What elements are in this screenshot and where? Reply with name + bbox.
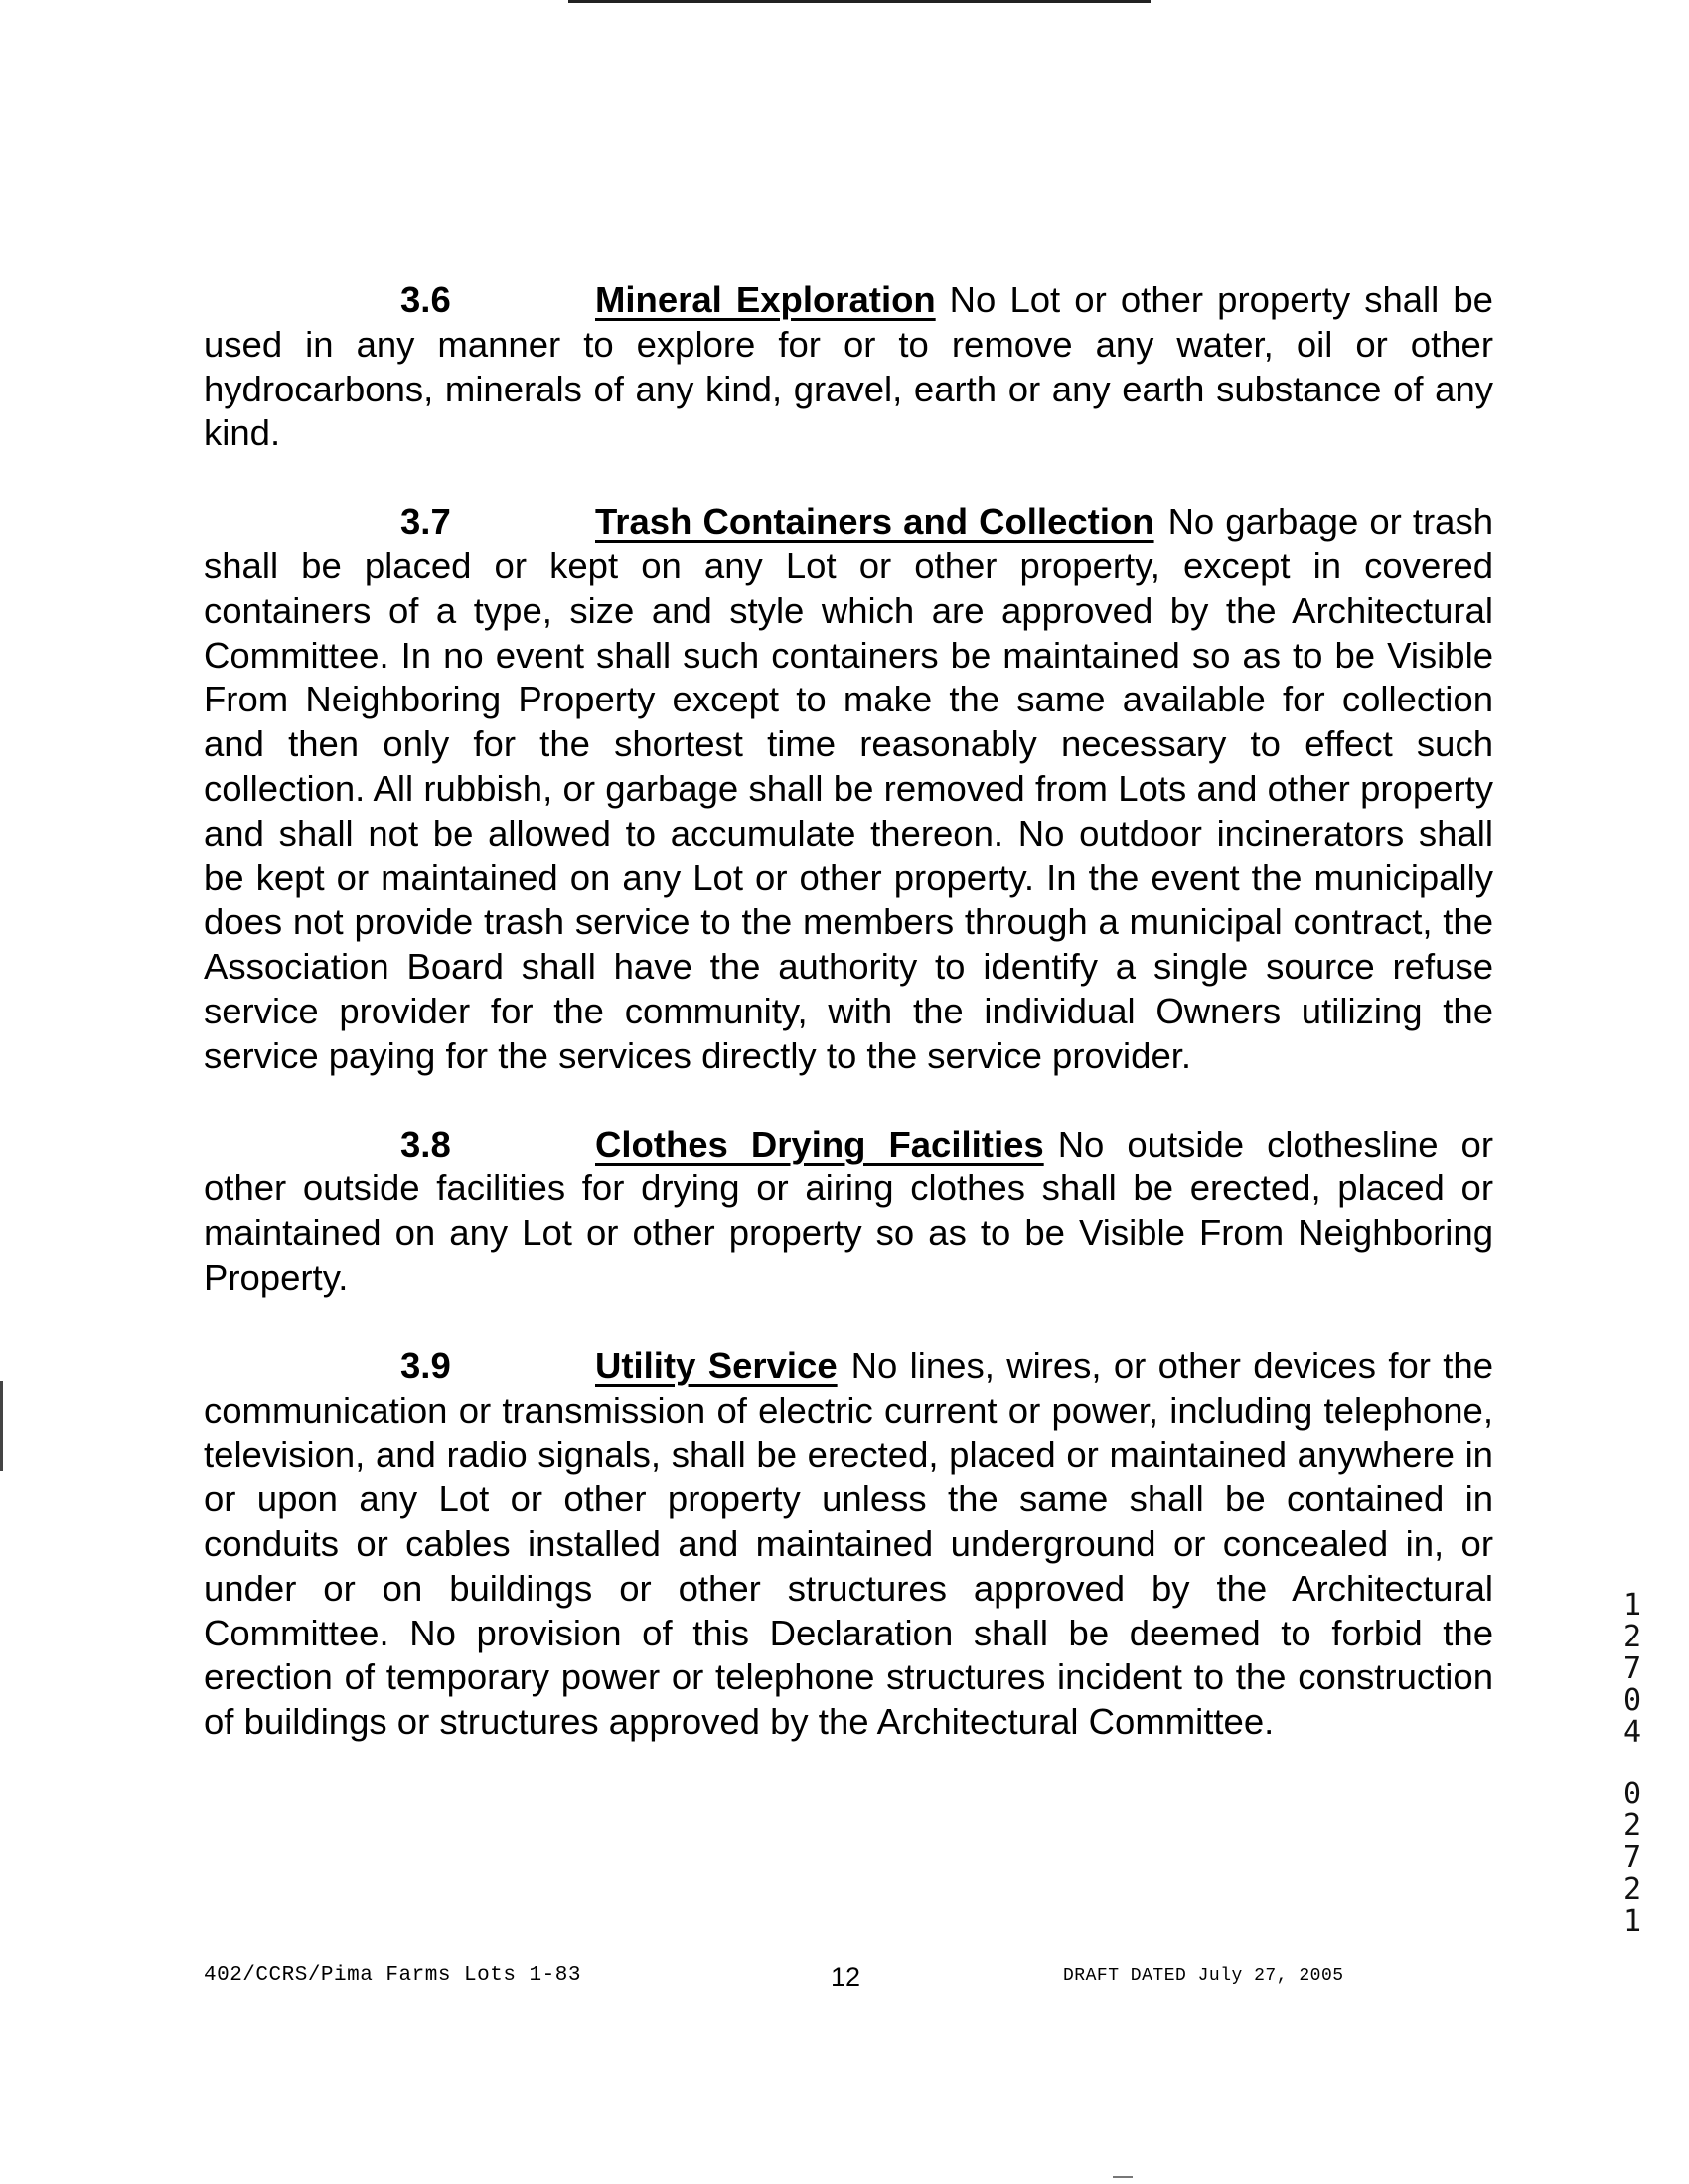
section-paragraph: [204, 500, 1493, 1078]
scan-artifact-top-line: [568, 0, 1151, 3]
stamp-spacer: [1619, 1749, 1645, 1779]
section-heading: Mineral Exploration: [595, 279, 936, 320]
section-3-9: [204, 1344, 1493, 1745]
recording-book-number: 12704: [1622, 1588, 1642, 1750]
section-3-8: [204, 1123, 1493, 1301]
footer-page-number: 12: [831, 1962, 861, 1992]
section-heading: Trash Containers and Collection: [595, 501, 1154, 543]
recording-stamp: [1619, 1590, 1645, 1938]
section-3-6: [204, 278, 1493, 456]
recording-page-number: 02721: [1622, 1777, 1642, 1939]
footer-draft-date: DRAFT DATED July 27, 2005: [1063, 1966, 1344, 1986]
section-paragraph: [204, 1123, 1493, 1301]
section-heading: Utility Service: [595, 1344, 838, 1386]
section-number: 3.9: [400, 1344, 451, 1386]
footer-document-id: 402/CCRS/Pima Farms Lots 1-83: [204, 1964, 581, 1987]
section-body: No lines, wires, or other devices for the communication or transmission of electric current or power, including telephone, television, and radio signals, shall be erected, placed or maintained anywhere in or upon any Lot or other property unless the same shall be contained in conduits or cables installed and maintained underground or concealed in, or under or on buildings or other structures approved by the Architectural Committee. No provision of this Declaration shall be deemed to forbid the erection of temporary power or telephone structures incident to the construction of buildings or structures approved by the Architectural Committee.: [204, 1344, 1493, 1743]
section-number: 3.7: [400, 501, 451, 543]
section-3-7: [204, 500, 1493, 1078]
document-body: [204, 278, 1493, 1789]
section-paragraph: [204, 278, 1493, 456]
section-heading: Clothes Drying Facilities: [595, 1123, 1044, 1165]
section-body: No garbage or trash shall be placed or kept on any Lot or other property, except in covered containers of a type, size and style which are approved by the Architectural Committee. In no event shall such containers be maintained so as to be Visible From Neighboring Property except to make the same available for collection and then only for the shortest time reasonably necessary to effect such collection. All rubbish, or garbage shall be removed from Lots and other property and shall not be allowed to accumulate thereon. No outdoor incinerators shall be kept or maintained on any Lot or other property. In the event the municipally does not provide trash service to the members through a municipal contract, the Association Board shall have the authority to identify a single source refuse service provider for the community, with the individual Owners utilizing the service paying for the services directly to the service provider.: [204, 501, 1493, 1076]
section-body: No Lot or other property shall be used in any manner to explore for or to remove any water, oil or other hydrocarbons, minerals of any kind, gravel, earth or any earth substance of any kind.: [204, 279, 1493, 454]
section-number: 3.8: [400, 1123, 451, 1165]
section-number: 3.6: [400, 279, 451, 320]
scan-artifact-left-edge: [0, 1381, 3, 1471]
section-body: No outside clothesline or other outside facilities for drying or airing clothes shall be erected, placed or maintained on any Lot or other property so as to be Visible From Neighboring Property.: [204, 1123, 1494, 1298]
scan-artifact-bottom-mark: [1113, 2176, 1133, 2178]
section-paragraph: [204, 1344, 1493, 1745]
